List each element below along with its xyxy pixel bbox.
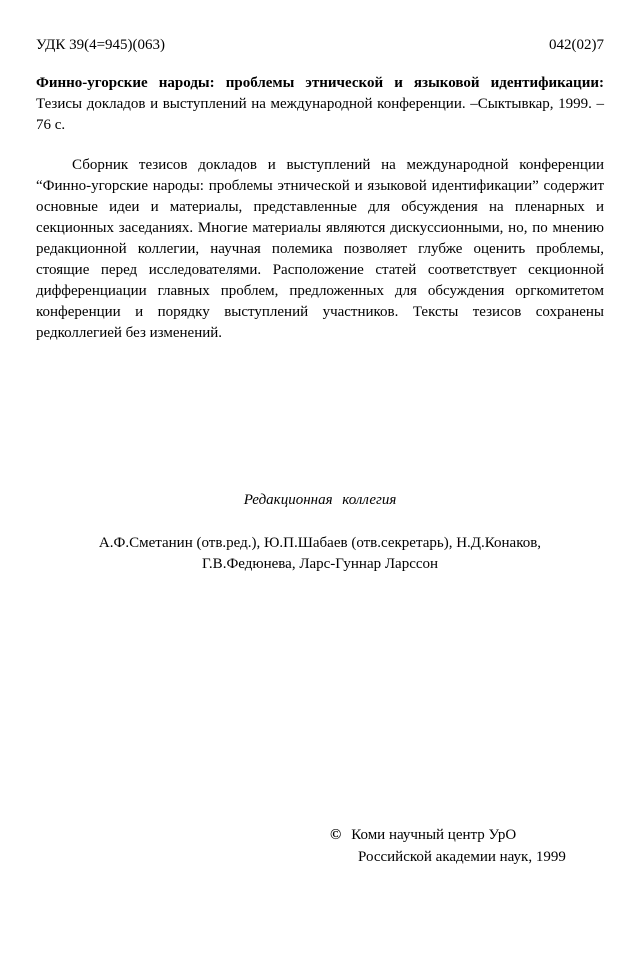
editorial-names-line-2: Г.В.Федюнева, Ларс-Гуннар Ларссон: [201, 556, 439, 572]
citation-details: Тезисы докладов и выступлений на международной конференции. –Сыктывкар, 1999. –76 с.: [36, 96, 604, 133]
editorial-names-line-1: А.Ф.Сметанин (отв.ред.), Ю.П.Шабаев (отв.секретарь), Н.Д.Конаков,: [98, 535, 542, 551]
editorial-board-heading: Редакционная коллегия: [243, 492, 397, 508]
copyright-block: [330, 824, 610, 868]
citation-title: Финно-угорские народы: проблемы этнической и языковой идентификации:: [36, 75, 604, 91]
bibliographic-citation: [36, 73, 604, 136]
udk-code: УДК 39(4=945)(063): [36, 37, 166, 53]
editorial-board-names: [0, 533, 640, 575]
publication-code: 042(02)7: [549, 37, 604, 53]
copyright-line-1: Коми научный центр УрО: [351, 827, 517, 843]
annotation-paragraph: Сборник тезисов докладов и выступлений на международной конференции “Финно-угорские народы: проблемы этнической и языковой идентификации” содержит основные идеи и материалы, представленные для обсуждения на пленарных и секционных заседаниях. Многие материалы являются дискуссионными, но, по мнению редакционной коллегии, научная полемика позволяет глубже оценить проблемы, стоящие перед исследователями. Расположение статей соответствует секционной дифференциации главных проблем, предложенных для обсуждения оргкомитетом конференции и порядку выступлений участников. Тексты тезисов сохранены редколлегией без изменений.: [36, 157, 604, 341]
copyright-icon: ©: [330, 827, 342, 843]
copyright-line-2: Российской академии наук, 1999: [358, 849, 566, 865]
